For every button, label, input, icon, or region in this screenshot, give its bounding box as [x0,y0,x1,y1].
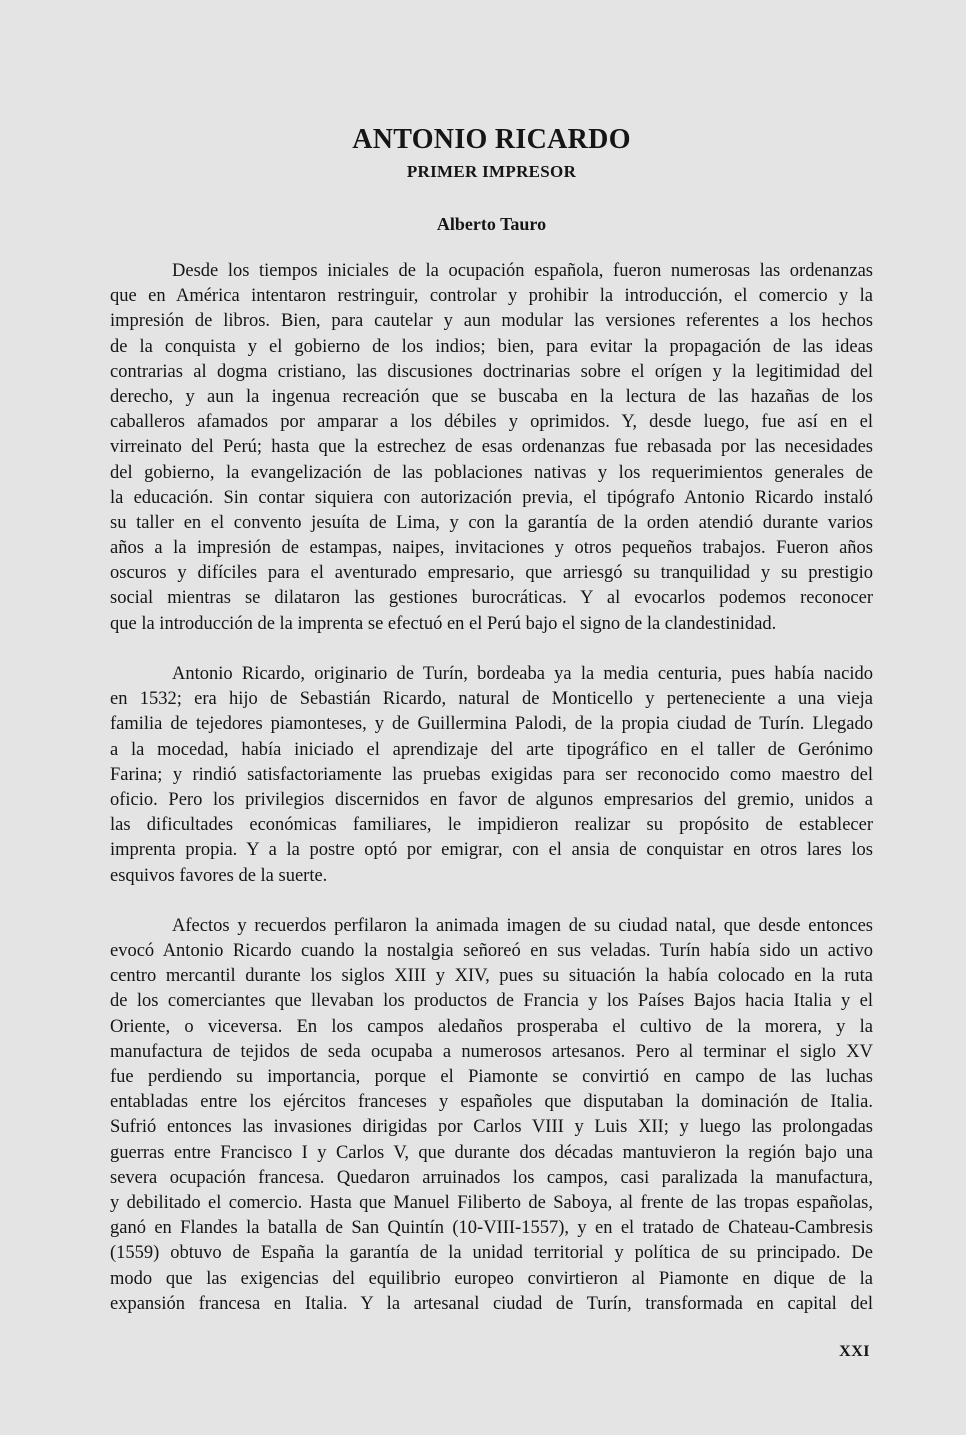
text-line: derecho, y aun la ingenua recreación que se buscaba en la lectura de las hazañas de los [110,386,873,407]
text-line: modo que las exigencias del equilibrio europeo convirtieron al Piamonte en dique de la [110,1268,873,1289]
text-line: Oriente, o viceversa. En los campos aledaños prosperaba el cultivo de la morera, y la [110,1016,873,1037]
text-line: fue perdiendo su importancia, porque el Piamonte se convirtió en campo de las luchas [110,1067,873,1087]
text-line: caballeros afamados por amparar a los débiles y oprimidos. Y, desde luego, fue así en el [110,412,873,433]
text-line: entabladas entre los ejércitos franceses y españoles que disputaban la dominación de Italia. [110,1092,873,1113]
text-line: del gobierno, la evangelización de las poblaciones nativas y los requerimientos generales de [110,462,873,483]
text-line: Desde los tiempos iniciales de la ocupación española, fueron numerosas las ordenanzas [172,261,873,281]
text-line: (1559) obtuvo de España la garantía de la unidad territorial y política de su principado. De [110,1243,873,1264]
text-line: Antonio Ricardo, originario de Turín, bordeaba ya la media centuria, pues había nacido [172,664,873,684]
text-line: contrarias al dogma cristiano, las discusiones doctrinarias sobre el orígen y la legitimidad del [110,361,873,382]
text-line: la educación. Sin contar siquiera con autorización previa, el tipógrafo Antonio Ricardo instaló [110,487,873,508]
text-line: Afectos y recuerdos perfilaron la animada imagen de su ciudad natal, que desde entonces [172,915,873,936]
text-line: virreinato del Perú; hasta que la estrechez de esas ordenanzas fue rebasada por las necesidades [110,437,873,458]
text-line: años a la impresión de estampas, naipes, invitaciones y otros pequeños trabajos. Fueron años [110,538,873,559]
text-line: manufactura de tejidos de seda ocupaba a numerosos artesanos. Pero al terminar el siglo XV [110,1041,873,1062]
text-line: impresión de libros. Bien, para cautelar y aun modular las versiones referentes a los hechos [110,311,873,332]
text-line: familia de tejedores piamonteses, y de Guillermina Palodi, de la propia ciudad de Turín. Llegado [110,714,873,735]
article-subtitle: PRIMER IMPRESOR [406,162,577,181]
text-line: severa ocupación francesa. Quedaron arruinados los campos, casi paralizada la manufactura, [110,1167,873,1188]
paragraph-1 [110,259,873,637]
text-line: oscuros y difíciles para el aventurado empresario, que arriesgó su tranquilidad y su prestigio [110,563,873,584]
text-line: centro mercantil durante los siglos XIII y XIV, pues su situación la había colocado en la ruta [110,966,873,987]
article-title: ANTONIO RICARDO [352,124,631,155]
text-line: su taller en el convento jesuíta de Lima, y con la garantía de la orden atendió durante varios [110,512,873,533]
text-line: de la conquista y el gobierno de los indios; bien, para evitar la propagación de las ideas [110,336,873,357]
text-line: las dificultades económicas familiares, le impidieron realizar su propósito de establecer [110,815,873,836]
text-line: esquivos favores de la suerte. [110,865,328,886]
article-author: Alberto Tauro [436,214,547,234]
paragraph-2 [110,662,873,889]
text-line: social mientras se dilataron las gestiones burocráticas. Y al evocarlos podemos reconocer [110,588,873,609]
text-line: guerras entre Francisco I y Carlos V, que durante dos décadas mantuvieron la región bajo una [110,1142,873,1163]
text-line: Farina; y rindió satisfactoriamente las pruebas exigidas para ser reconocido como maestro del [110,764,873,785]
text-line: imprenta propia. Y a la postre optó por emigrar, con el ansia de conquistar en otros lares los [110,840,873,861]
text-line: y debilitado el comercio. Hasta que Manuel Filiberto de Saboya, al frente de las tropas españolas, [110,1192,873,1213]
text-line: en 1532; era hijo de Sebastián Ricardo, natural de Monticello y perteneciente a una vieja [110,689,873,710]
text-line: que la introducción de la imprenta se efectuó en el Perú bajo el signo de la clandestinidad. [110,613,777,634]
text-line: a la mocedad, había iniciado el aprendizaje del arte tipográfico en el taller de Gerónimo [110,739,873,760]
text-line: Sufrió entonces las invasiones dirigidas por Carlos VIII y Luis XII; y luego las prolongadas [110,1117,873,1138]
paragraph-3 [110,914,873,1317]
text-line: ganó en Flandes la batalla de San Quintín (10-VIII-1557), y en el tratado de Chateau-Cambresis [110,1218,873,1239]
text-line: que en América intentaron restringuir, controlar y prohibir la introducción, el comercio y la [110,286,873,307]
page-number: XXI [839,1343,870,1360]
text-line: oficio. Pero los privilegios discernidos en favor de algunos empresarios del gremio, unidos a [110,789,873,810]
article-body [110,259,873,1342]
text-line: de los comerciantes que llevaban los productos de Francia y los Países Bajos hacia Italia y el [110,991,873,1012]
text-line: expansión francesa en Italia. Y la artesanal ciudad de Turín, transformada en capital del [110,1293,873,1314]
text-line: evocó Antonio Ricardo cuando la nostalgia señoreó en sus veladas. Turín había sido un activo [110,941,873,962]
